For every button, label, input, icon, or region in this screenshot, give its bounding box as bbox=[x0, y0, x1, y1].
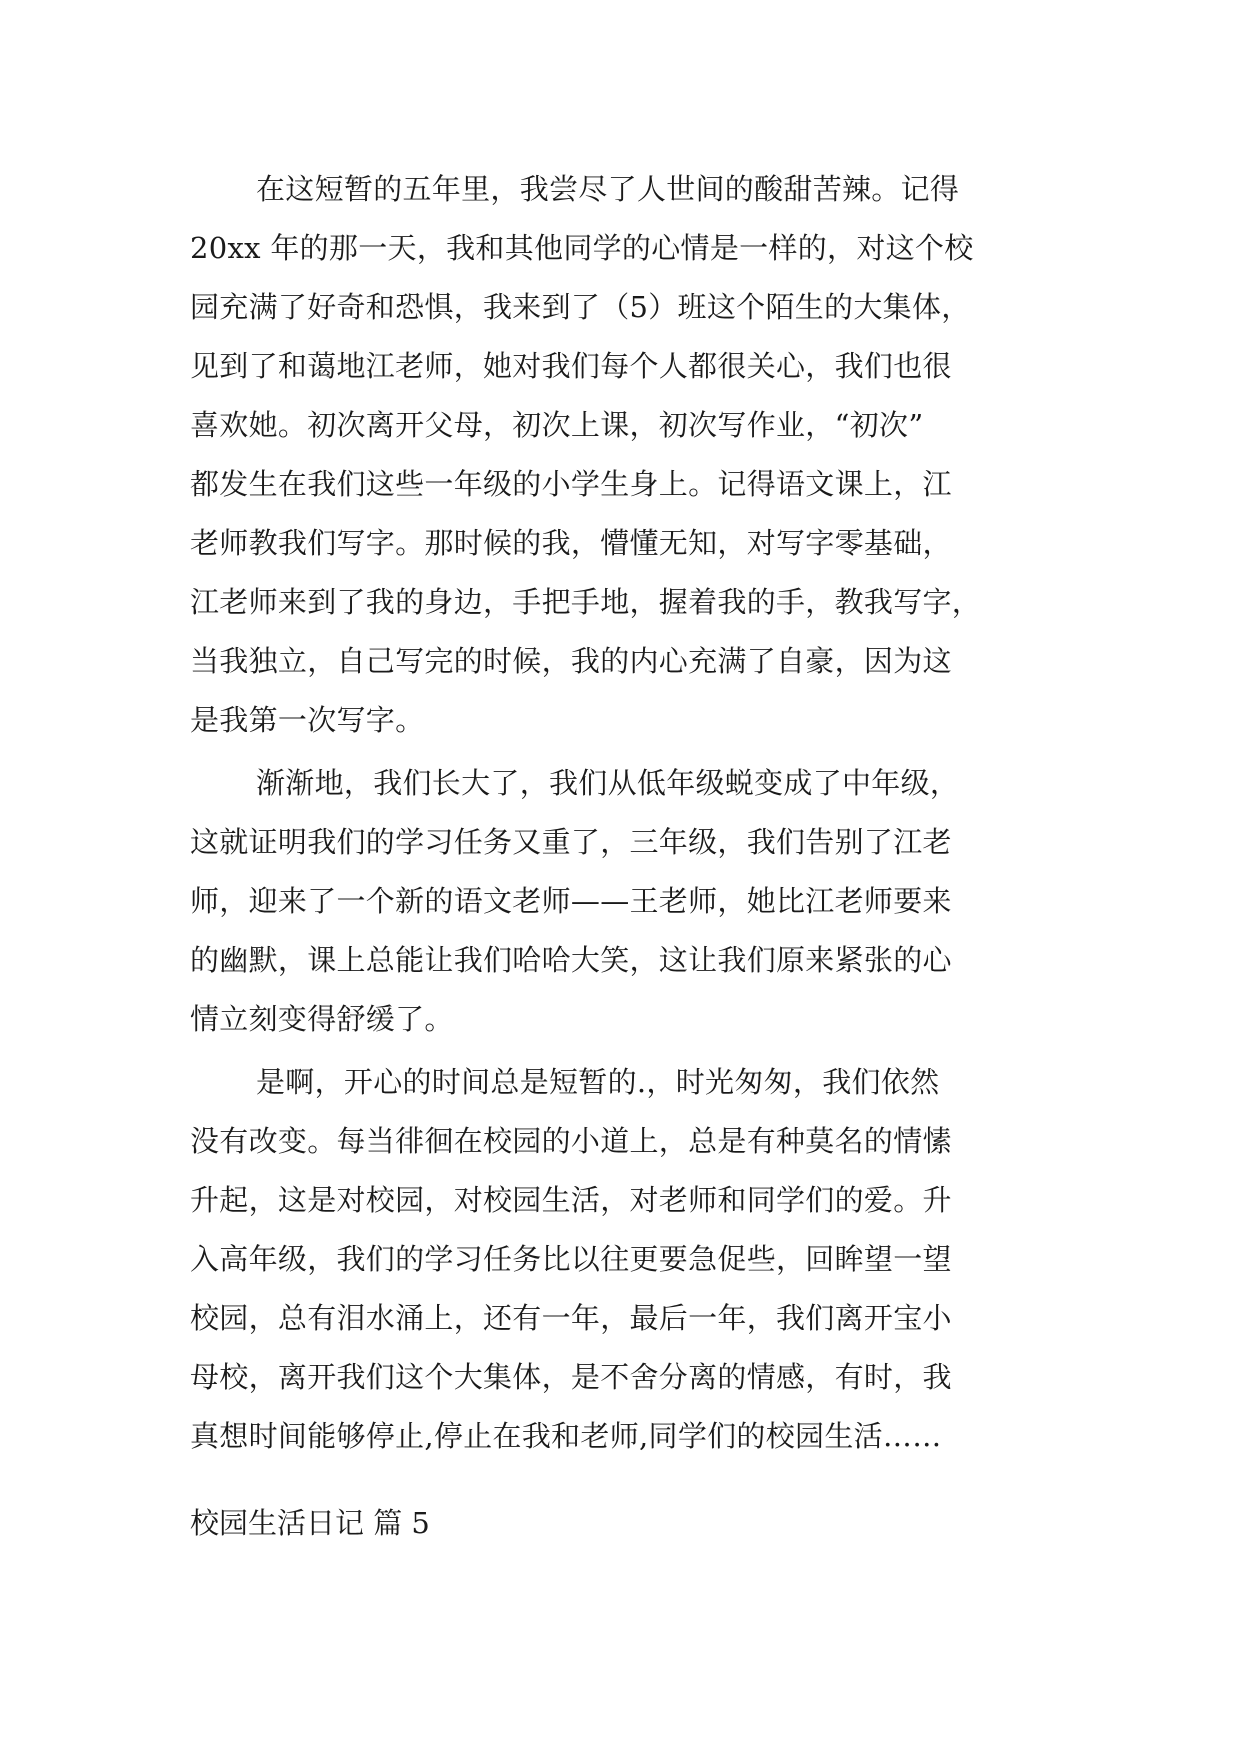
paragraph-line: 的幽默，课上总能让我们哈哈大笑，这让我们原来紧张的心 bbox=[190, 943, 952, 977]
paragraph-line: 都发生在我们这些一年级的小学生身上。记得语文课上，江 bbox=[190, 467, 952, 501]
paragraph-line: 这就证明我们的学习任务又重了，三年级，我们告别了江老 bbox=[190, 825, 952, 859]
paragraph-2 bbox=[190, 754, 1070, 1049]
paragraph-line: 母校，离开我们这个大集体，是不舍分离的情感，有时，我 bbox=[190, 1360, 952, 1394]
essay-body bbox=[190, 160, 1070, 1466]
paragraph-line: 老师教我们写字。那时候的我，懵懂无知，对写字零基础， bbox=[190, 526, 952, 560]
paragraph-line: 情立刻变得舒缓了。 bbox=[190, 1002, 454, 1036]
paragraph-line: 校园，总有泪水涌上，还有一年，最后一年，我们离开宝小 bbox=[190, 1301, 952, 1335]
paragraph-line: 真想时间能够停止,停止在我和老师,同学们的校园生活…… bbox=[190, 1419, 942, 1453]
paragraph-line: 当我独立，自己写完的时候，我的内心充满了自豪，因为这 bbox=[190, 644, 952, 678]
paragraph-line: 在这短暂的五年里，我尝尽了人世间的酸甜苦辣。记得 bbox=[256, 172, 960, 206]
paragraph-line: 升起，这是对校园，对校园生活，对老师和同学们的爱。升 bbox=[190, 1183, 952, 1217]
paragraph-line: 20xx 年的那一天，我和其他同学的心情是一样的，对这个校 bbox=[190, 231, 974, 265]
paragraph-line: 没有改变。每当徘徊在校园的小道上，总是有种莫名的情愫 bbox=[190, 1124, 952, 1158]
paragraph-line: 渐渐地，我们长大了，我们从低年级蜕变成了中年级， bbox=[256, 766, 960, 800]
paragraph-line: 园充满了好奇和恐惧，我来到了（5）班这个陌生的大集体， bbox=[190, 290, 971, 324]
paragraph-line: 是我第一次写字。 bbox=[190, 703, 425, 737]
paragraph-line: 师，迎来了一个新的语文老师——王老师，她比江老师要来 bbox=[190, 884, 952, 918]
paragraph-line: 喜欢她。初次离开父母，初次上课，初次写作业，“初次” bbox=[190, 408, 924, 442]
section-heading: 校园生活日记 篇 5 bbox=[190, 1506, 430, 1540]
paragraph-line: 是啊，开心的时间总是短暂的.，时光匆匆，我们依然 bbox=[256, 1065, 940, 1099]
paragraph-line: 见到了和蔼地江老师，她对我们每个人都很关心，我们也很 bbox=[190, 349, 952, 383]
paragraph-line: 入高年级，我们的学习任务比以往更要急促些，回眸望一望 bbox=[190, 1242, 952, 1276]
paragraph-line: 江老师来到了我的身边，手把手地，握着我的手，教我写字， bbox=[190, 585, 982, 619]
paragraph-3 bbox=[190, 1053, 1070, 1466]
paragraph-1 bbox=[190, 160, 1070, 750]
